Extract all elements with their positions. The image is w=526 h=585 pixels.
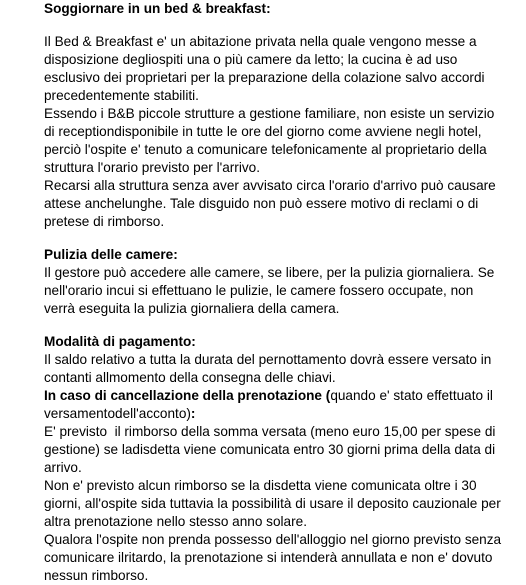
paragraph-line: attese anchelunghe. Tale disguido non può essere motivo di reclami o di <box>44 196 479 211</box>
paragraph-line: Il saldo relativo a tutta la durata del pernottamento dovrà essere versato in <box>44 352 492 367</box>
paragraph-line: Il Bed & Breakfast e' un abitazione privata nella quale vengono messe a <box>44 34 477 49</box>
paragraph-line: Essendo i B&B piccole strutture a gestione familiare, non esiste un servizio <box>44 106 495 121</box>
paragraph-line: di receptiondisponibile in tutte le ore del giorno come avviene negli hotel, <box>44 124 482 139</box>
paragraph-line: esclusivo dei proprietari per la preparazione della colazione salvo accordi <box>44 70 485 85</box>
heading-stay: Soggiornare in un bed & breakfast: <box>44 1 271 16</box>
heading-cancellation <box>44 387 493 405</box>
paragraph-line: E' previsto il rimborso della somma versata (meno euro 15,00 per spese di <box>44 424 496 439</box>
heading-payment: Modalità di pagamento: <box>44 334 196 349</box>
heading-cleaning: Pulizia delle camere: <box>44 247 178 262</box>
paragraph-line: contanti allmomento della consegna delle chiavi. <box>44 370 336 385</box>
paragraph-line: Il gestore può accedere alle camere, se libere, per la pulizia giornaliera. Se <box>44 265 495 280</box>
paragraph-line: giorni, all'ospite sida tuttavia la possibilità di usare il deposito cauzionale per <box>44 496 501 511</box>
paragraph-line: arrivo. <box>44 460 82 475</box>
heading-cancellation-line2-text: versamentodell'acconto) <box>44 406 191 421</box>
paragraph-line: Recarsi alla struttura senza aver avvisato circa l'orario d'arrivo può causare <box>44 178 496 193</box>
paragraph-line: disposizione degliospiti una o più camere da letto; la cucina è ad uso <box>44 52 458 67</box>
heading-cancellation-rest: quando e' stato effettuato il <box>330 388 493 403</box>
paragraph-line: precedentemente stabiliti. <box>44 88 199 103</box>
paragraph-line: struttura l'orario previsto per l'arrivo. <box>44 160 260 175</box>
heading-cancellation-colon: : <box>190 406 196 421</box>
paragraph-line: altra prenotazione nello stesso anno solare. <box>44 514 307 529</box>
paragraph-line: pretese di rimborso. <box>44 214 165 229</box>
paragraph-line: nessun rimborso. <box>44 568 149 583</box>
paragraph-line: Non e' previsto alcun rimborso se la disdetta viene comunicata oltre i 30 <box>44 478 477 493</box>
paragraph-line: comunicare ilritardo, la prenotazione si intenderà annullata e non e' dovuto <box>44 550 493 565</box>
heading-cancellation-bold: In caso di cancellazione della prenotazione ( <box>44 388 331 403</box>
paragraph-line: gestione) se ladisdetta viene comunicata entro 30 giorni prima della data di <box>44 442 496 457</box>
paragraph-line: nell'orario incui si effettuano le pulizie, le camere fossero occupate, non <box>44 283 474 298</box>
paragraph-line: verrà eseguita la pulizia giornaliera della camera. <box>44 301 340 316</box>
heading-cancellation-line2 <box>44 405 195 423</box>
paragraph-line: perciò l'ospite e' tenuto a comunicare telefonicamente al proprietario della <box>44 142 487 157</box>
paragraph-line: Qualora l'ospite non prenda possesso dell'alloggio nel giorno previsto senza <box>44 532 502 547</box>
